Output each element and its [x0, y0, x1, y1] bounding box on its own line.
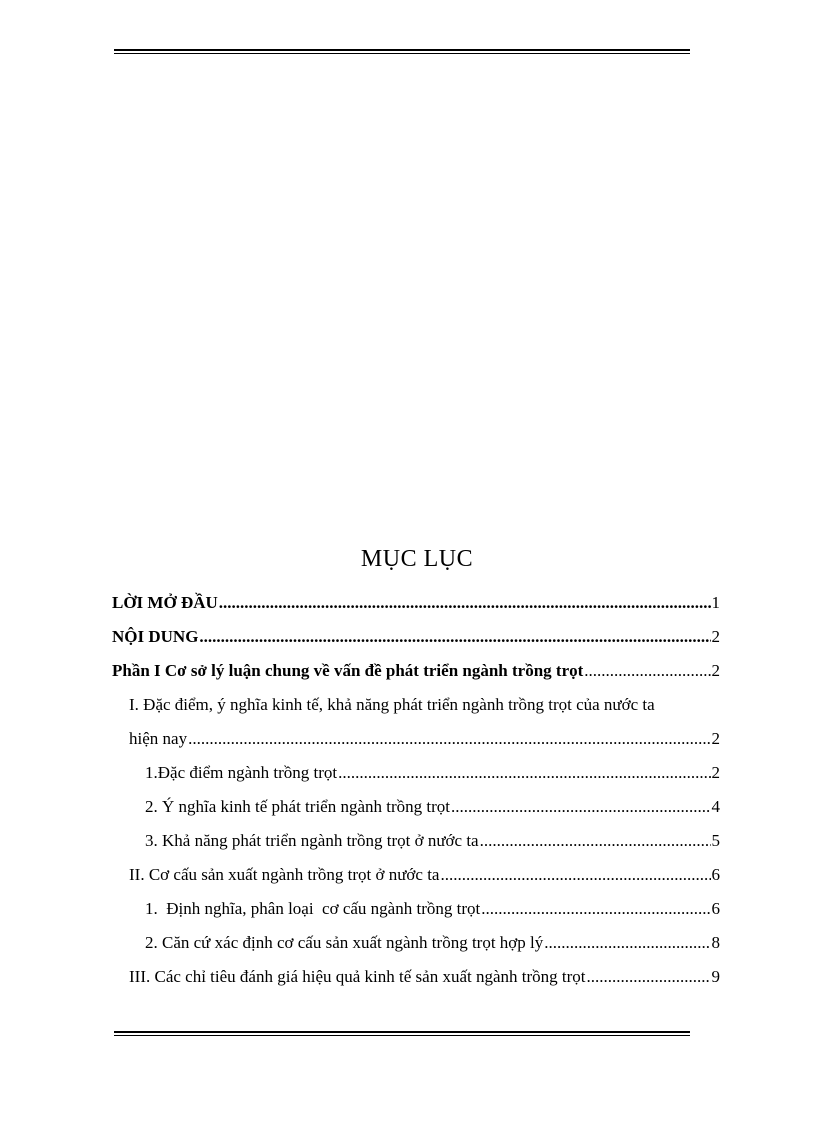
toc-entry-label: Phần I Cơ sở lý luận chung về vấn đề phát triển ngành trồng trọt	[112, 661, 584, 680]
footer-rule	[114, 1031, 690, 1036]
toc-entry-page: 2	[711, 763, 720, 782]
toc-entry-label: II. Cơ cấu sản xuất ngành trồng trọt ở nước ta	[129, 865, 440, 884]
toc-leader-dots	[338, 763, 710, 783]
toc-leader-dots	[440, 865, 710, 885]
toc-entry-loi-mo-dau[interactable]	[112, 593, 720, 613]
toc-entry-2-2[interactable]	[145, 933, 720, 953]
toc-entry-page: 6	[711, 865, 720, 884]
toc-leader-dots	[584, 661, 710, 681]
toc-entry-page: 2	[711, 627, 720, 646]
toc-entry-1-1[interactable]	[145, 763, 720, 783]
toc-entry-label: NỘI DUNG	[112, 627, 199, 646]
toc-entry-label: 2. Căn cứ xác định cơ cấu sản xuất ngành trồng trọt hợp lý	[145, 933, 544, 952]
toc-entry-1-3[interactable]	[145, 831, 720, 851]
toc-entry-section-3[interactable]	[129, 967, 720, 987]
toc-entry-label: 2. Ý nghĩa kinh tế phát triển ngành trồng trọt	[145, 797, 450, 816]
toc-entry-label: 3. Khả năng phát triển ngành trồng trọt ở nước ta	[145, 831, 479, 850]
toc-entry-page: 1	[711, 593, 720, 612]
toc-leader-dots	[199, 627, 710, 647]
toc-leader-dots	[480, 831, 711, 851]
toc-entry-page: 4	[711, 797, 720, 816]
toc-entry-2-1[interactable]	[145, 899, 720, 919]
toc-leader-dots	[188, 729, 710, 749]
header-rule	[114, 49, 690, 54]
toc-entry-noi-dung[interactable]	[112, 627, 720, 647]
toc-entry-label: 1. Định nghĩa, phân loại cơ cấu ngành trồng trọt	[145, 899, 481, 918]
toc-leader-dots	[219, 593, 711, 613]
toc-entry-page: 9	[711, 967, 720, 986]
toc-leader-dots	[451, 797, 711, 817]
toc-entry-page: 8	[711, 933, 720, 952]
toc-entry-page: 2	[711, 729, 720, 748]
toc-entry-section-1[interactable]	[129, 729, 720, 749]
toc-entry-page: 2	[711, 661, 720, 680]
toc-entry-page: 6	[711, 899, 720, 918]
toc-leader-dots	[544, 933, 710, 953]
toc-entry-label: LỜI MỞ ĐẦU	[112, 593, 218, 612]
toc-entry-label: III. Các chỉ tiêu đánh giá hiệu quả kinh tế sản xuất ngành trồng trọt	[129, 967, 586, 986]
toc-leader-dots	[587, 967, 711, 987]
toc-entry-label: hiện nay	[129, 729, 188, 748]
toc-entry-page: 5	[711, 831, 720, 850]
toc-entry-section-1-line1[interactable]: I. Đặc điểm, ý nghĩa kinh tế, khả năng phát triển ngành trồng trọt của nước ta	[129, 695, 655, 714]
toc-entry-phan-1[interactable]	[112, 661, 720, 681]
toc-title: MỤC LỤC	[360, 546, 474, 572]
toc-leader-dots	[481, 899, 710, 919]
toc-entry-label: 1.Đặc điểm ngành trồng trọt	[145, 763, 338, 782]
toc-entry-1-2[interactable]	[145, 797, 720, 817]
toc-entry-section-2[interactable]	[129, 865, 720, 885]
